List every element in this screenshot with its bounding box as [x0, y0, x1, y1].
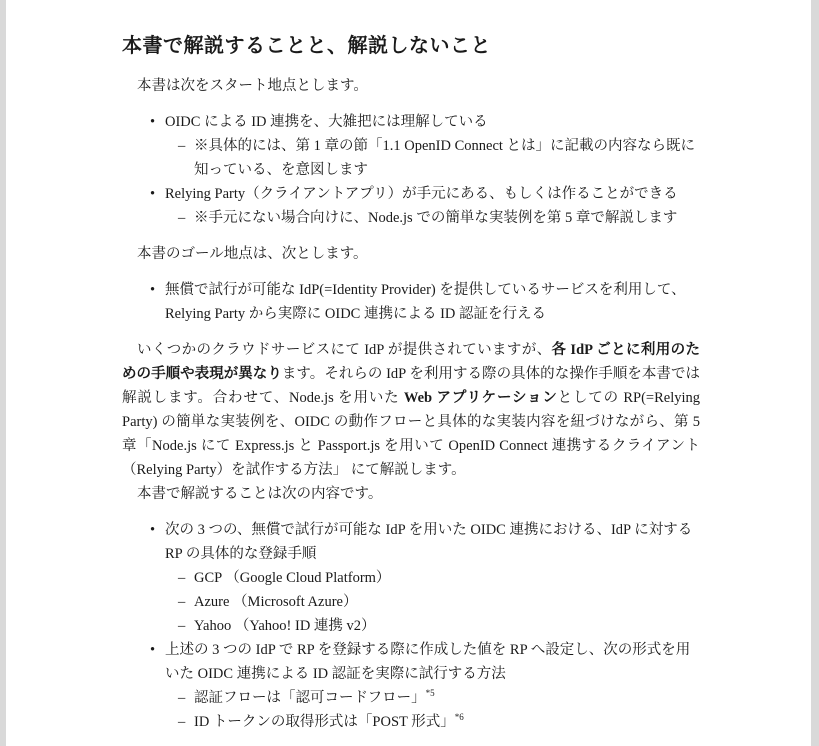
- sub-item-text: ID トークンの取得形式は「POST 形式」: [194, 714, 455, 730]
- dash: –: [178, 714, 186, 730]
- sub-list: [165, 566, 700, 638]
- sub-list-item: [178, 134, 700, 182]
- sub-item-text: Yahoo （Yahoo! ID 連携 v2）: [194, 618, 376, 634]
- list-item-text: Relying Party（クライアントアプリ）が手元にある、もしくは作ることができる: [165, 186, 678, 202]
- sub-list: [165, 206, 700, 230]
- emphasis: 各 IdP ごとに利用のための手順や表現が異なり: [122, 342, 700, 382]
- dash: –: [178, 570, 186, 586]
- list-item: [150, 110, 700, 182]
- sub-list-item: [178, 686, 700, 710]
- start-list: [122, 110, 700, 230]
- sub-item-text: ※具体的には、第 1 章の節「1.1 OpenID Connect とは」に記載の内容なら既に知っている、を意図します: [194, 138, 696, 178]
- dash: –: [178, 690, 186, 706]
- viewer-left-margin: [0, 0, 6, 746]
- section-title: 本書で解説することと、解説しないこと: [122, 33, 491, 57]
- bullet: •: [150, 114, 156, 130]
- body-paragraph: [122, 338, 700, 482]
- sub-list-item: [178, 710, 700, 734]
- cover-list: [122, 518, 700, 734]
- list-item: [150, 518, 700, 638]
- text: いくつかのクラウドサービスにて IdP が提供されていますが、: [137, 342, 552, 358]
- footnote-ref[interactable]: *5: [425, 688, 435, 698]
- sub-list-item: [178, 614, 700, 638]
- bullet: •: [150, 282, 156, 298]
- bullet: •: [150, 522, 156, 538]
- dash: –: [178, 618, 186, 634]
- text: としての RP(=Relying Party) の簡単な実装例を、OIDC の動作フローと具体的な実装内容を紐づけながら、第 5 章「Node.js にて Express.js と Passport.js を用いて OpenID Connect 連携するクライアント（Relying Party）を試作する方法」 にて解説します。: [122, 390, 701, 478]
- sub-list: [165, 686, 700, 734]
- list-item-text: 上述の 3 つの IdP で RP を登録する際に作成した値を RP へ設定し、次の形式を用いた OIDC 連携による ID 認証を実際に試行する方法: [165, 642, 691, 682]
- dash: –: [178, 138, 186, 154]
- goal-list: [122, 278, 700, 326]
- dash: –: [178, 594, 186, 610]
- cover-intro: 本書で解説することは次の内容です。: [137, 486, 383, 502]
- list-item-text: 無償で試行が可能な IdP(=Identity Provider) を提供しているサービスを利用して、Relying Party から実際に OIDC 連携による ID 認証を行える: [165, 282, 686, 322]
- dash: –: [178, 210, 186, 226]
- sub-item-text: ※手元にない場合向けに、Node.js での簡単な実装例を第 5 章で解説します: [194, 210, 678, 226]
- sub-item-text: GCP （Google Cloud Platform）: [194, 570, 391, 586]
- sub-list-item: [178, 566, 700, 590]
- footnote-ref[interactable]: *6: [454, 712, 464, 722]
- list-item-text: 次の 3 つの、無償で試行が可能な IdP を用いた OIDC 連携における、IdP に対する RP の具体的な登録手順: [165, 522, 693, 562]
- start-intro: 本書は次をスタート地点とします。: [137, 78, 368, 94]
- sub-item-text: Azure （Microsoft Azure）: [194, 594, 358, 610]
- text: ます。それらの IdP を利用する際の具体的な操作手順を本書では解説します。合わせて、Node.js を用いた: [122, 366, 700, 406]
- sub-list-item: [178, 590, 700, 614]
- list-item: [150, 182, 700, 230]
- list-item-text: OIDC による ID 連携を、大雑把には理解している: [165, 114, 488, 130]
- sub-list: [165, 134, 700, 182]
- sub-item-text: 認証フローは「認可コードフロー」: [194, 690, 426, 706]
- viewer-right-margin: [811, 0, 819, 746]
- emphasis: Web アプリケーション: [403, 390, 558, 406]
- document-page: [122, 30, 700, 746]
- goal-intro: 本書のゴール地点は、次とします。: [137, 246, 368, 262]
- list-item: [150, 638, 700, 734]
- sub-list-item: [178, 206, 700, 230]
- bullet: •: [150, 642, 156, 658]
- bullet: •: [150, 186, 156, 202]
- list-item: [150, 278, 700, 326]
